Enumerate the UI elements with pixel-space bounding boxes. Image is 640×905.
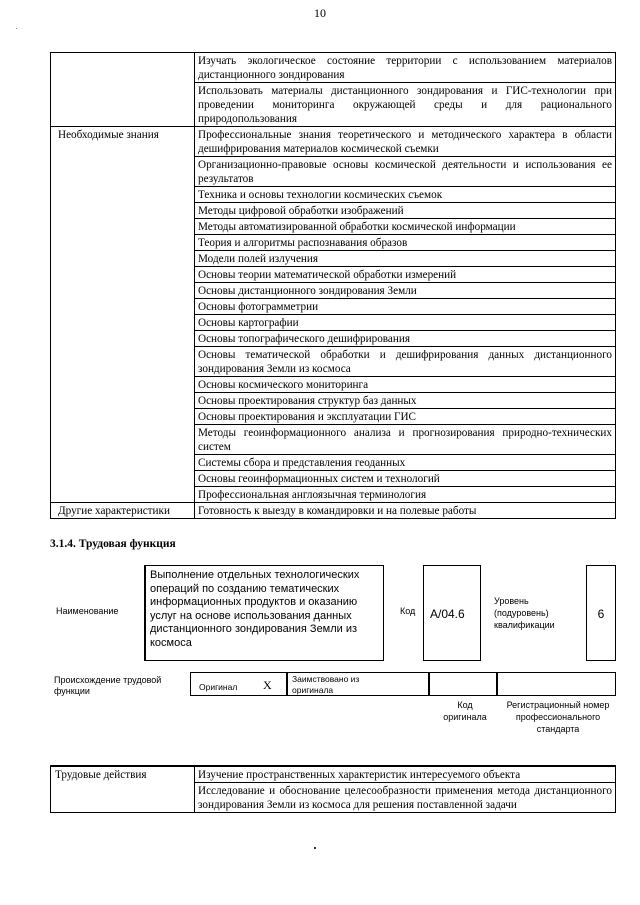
level-value: 6 <box>586 565 616 661</box>
section-heading: 3.1.4. Трудовая функция <box>50 538 176 550</box>
table-row <box>51 487 616 503</box>
table-row <box>51 203 616 219</box>
row-label <box>51 783 195 813</box>
table-row <box>51 503 616 519</box>
row-label <box>51 409 195 425</box>
row-value: Готовность к выезду в командировки и на полевые работы <box>195 503 616 519</box>
table-row <box>51 766 616 783</box>
row-label <box>51 283 195 299</box>
name-label: Наименование <box>56 606 119 616</box>
table-row <box>51 393 616 409</box>
row-label <box>51 377 195 393</box>
table-row <box>51 187 616 203</box>
row-value: Профессиональные знания теоретического и методического характера в области дешифрирования материалов космической съемки <box>195 127 616 157</box>
row-value: Основы проектирования и эксплуатации ГИС <box>195 409 616 425</box>
code-value: A/04.6 <box>423 565 481 661</box>
row-value: Использовать материалы дистанционного зондирования и ГИС-технологии при проведении мониторинга окружающей среды и для рационального природопользования <box>195 83 616 127</box>
row-value: Основы тематической обработки и дешифрирования данных дистанционного зондирования Земли из космоса <box>195 347 616 377</box>
row-label <box>51 219 195 235</box>
table-row <box>51 219 616 235</box>
row-label <box>51 187 195 203</box>
reg-number-caption: Регистрационный номер профессионального стандарта <box>506 700 610 734</box>
skills-table <box>50 52 616 519</box>
table-row <box>51 283 616 299</box>
original-mark: X <box>263 678 272 692</box>
row-value: Методы геоинформационного анализа и прогнозирования природно-технических систем <box>195 425 616 455</box>
row-label: Трудовые действия <box>51 766 195 783</box>
name-value: Выполнение отдельных технологических операций по созданию тематических информационных продуктов и оказанию услуг на основе использования данных дистанционного зондирования Земли из космоса <box>144 565 384 661</box>
row-value: Теория и алгоритмы распознавания образов <box>195 235 616 251</box>
row-value: Основы теории математической обработки измерений <box>195 267 616 283</box>
row-label <box>51 425 195 455</box>
table-row <box>51 127 616 157</box>
table-row <box>51 347 616 377</box>
row-label <box>51 203 195 219</box>
row-value: Методы автоматизированной обработки космической информации <box>195 219 616 235</box>
row-label <box>51 393 195 409</box>
origin-label: Происхождение трудовой функции <box>54 675 162 696</box>
table-row <box>51 377 616 393</box>
row-label <box>51 235 195 251</box>
level-label: Уровень (подуровень) квалификации <box>494 596 555 630</box>
table-row <box>51 267 616 283</box>
row-label <box>51 455 195 471</box>
row-value: Основы картографии <box>195 315 616 331</box>
table-row <box>51 783 616 813</box>
table-row <box>51 251 616 267</box>
table-row <box>51 331 616 347</box>
original-cell <box>190 672 287 696</box>
row-label <box>51 331 195 347</box>
row-label: Другие характеристики <box>51 503 195 519</box>
table-row <box>51 471 616 487</box>
row-value: Модели полей излучения <box>195 251 616 267</box>
row-label <box>51 267 195 283</box>
borrowed-cell <box>287 672 429 696</box>
row-value: Основы космического мониторинга <box>195 377 616 393</box>
table-row <box>51 455 616 471</box>
row-value: Исследование и обоснование целесообразности применения метода дистанционного зондирования Земли из космоса для решения поставленной задачи <box>195 783 616 813</box>
page-number: 10 <box>314 6 326 20</box>
row-label <box>51 299 195 315</box>
row-label <box>51 53 195 83</box>
scan-speck <box>314 847 316 849</box>
row-label: Необходимые знания <box>51 127 195 157</box>
row-label <box>51 83 195 127</box>
origin-code-cell <box>429 672 497 696</box>
table-row <box>51 409 616 425</box>
table-row <box>51 53 616 83</box>
row-value: Техника и основы технологии космических съемок <box>195 187 616 203</box>
borrowed-label: Заимствовано из оригинала <box>292 674 360 695</box>
original-label: Оригинал <box>199 682 238 692</box>
reg-number-cell <box>497 672 616 696</box>
row-value: Изучать экологическое состояние территории с использованием материалов дистанционного зондирования <box>195 53 616 83</box>
row-value: Основы топографического дешифрирования <box>195 331 616 347</box>
row-value: Основы геоинформационных систем и технологий <box>195 471 616 487</box>
labor-function-block <box>50 565 616 661</box>
row-value: Основы фотограмметрии <box>195 299 616 315</box>
row-label <box>51 251 195 267</box>
table-row <box>51 299 616 315</box>
scan-speck <box>16 28 17 29</box>
code-original-caption: Код оригинала <box>443 700 487 722</box>
table-row <box>51 235 616 251</box>
table-row <box>51 157 616 187</box>
row-value: Профессиональная англоязычная терминология <box>195 487 616 503</box>
row-label <box>51 471 195 487</box>
actions-table <box>50 765 616 813</box>
table-row <box>51 83 616 127</box>
row-value: Основы проектирования структур баз данных <box>195 393 616 409</box>
row-label <box>51 157 195 187</box>
row-value: Основы дистанционного зондирования Земли <box>195 283 616 299</box>
row-label <box>51 487 195 503</box>
code-label: Код <box>400 606 416 616</box>
row-value: Организационно-правовые основы космической деятельности и использования ее результатов <box>195 157 616 187</box>
row-label <box>51 347 195 377</box>
table-row <box>51 315 616 331</box>
row-value: Системы сбора и представления геоданных <box>195 455 616 471</box>
row-value: Изучение пространственных характеристик интересуемого объекта <box>195 766 616 783</box>
origin-row <box>190 672 616 696</box>
row-value: Методы цифровой обработки изображений <box>195 203 616 219</box>
table-row <box>51 425 616 455</box>
row-label <box>51 315 195 331</box>
